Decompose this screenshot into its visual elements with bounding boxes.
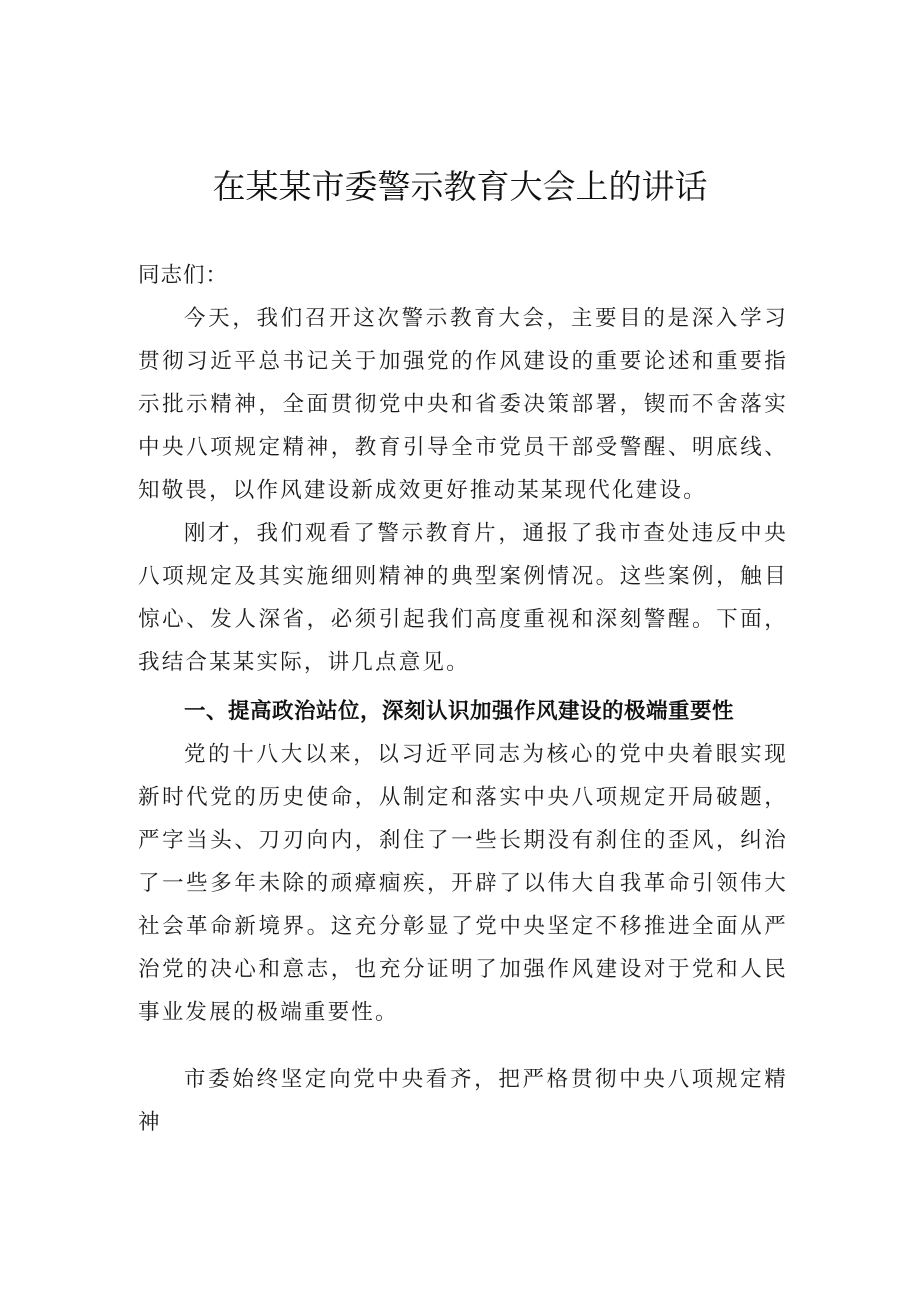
section-heading-1: 一、提高政治站位，深刻认识加强作风建设的极端重要性 <box>184 699 735 724</box>
paragraph-1: 今天，我们召开这次警示教育大会，主要目的是深入学习贯彻习近平总书记关于加强党的作风建设的重要论述和重要指示批示精神，全面贯彻党中央和省委决策部署，锲而不舍落实中央八项规定精神，教育引导全市党员干部受警醒、明底线、知敬畏，以作风建设新成效更好推动某某现代化建设。 <box>138 306 788 503</box>
paragraph-4: 市委始终坚定向党中央看齐，把严格贯彻中央八项规定精神 <box>138 1067 788 1135</box>
document-title: 在某某市委警示教育大会上的讲话 <box>212 167 708 206</box>
paragraph-3: 党的十八大以来，以习近平同志为核心的党中央着眼实现新时代党的历史使命，从制定和落实中央八项规定开局破题，严字当头、刀刃向内，刹住了一些长期没有刹住的歪风，纠治了一些多年未除的顽瘴痼疾，开辟了以伟大自我革命引领伟大社会革命新境界。这充分彰显了党中央坚定不移推进全面从严治党的决心和意志，也充分证明了加强作风建设对于党和人民事业发展的极端重要性。 <box>138 742 788 1025</box>
greeting: 同志们： <box>138 263 229 288</box>
paragraph-2: 刚才，我们观看了警示教育片，通报了我市查处违反中央八项规定及其实施细则精神的典型案例情况。这些案例，触目惊心、发人深省，必须引起我们高度重视和深刻警醒。下面，我结合某某实际，讲几点意见。 <box>138 521 788 675</box>
